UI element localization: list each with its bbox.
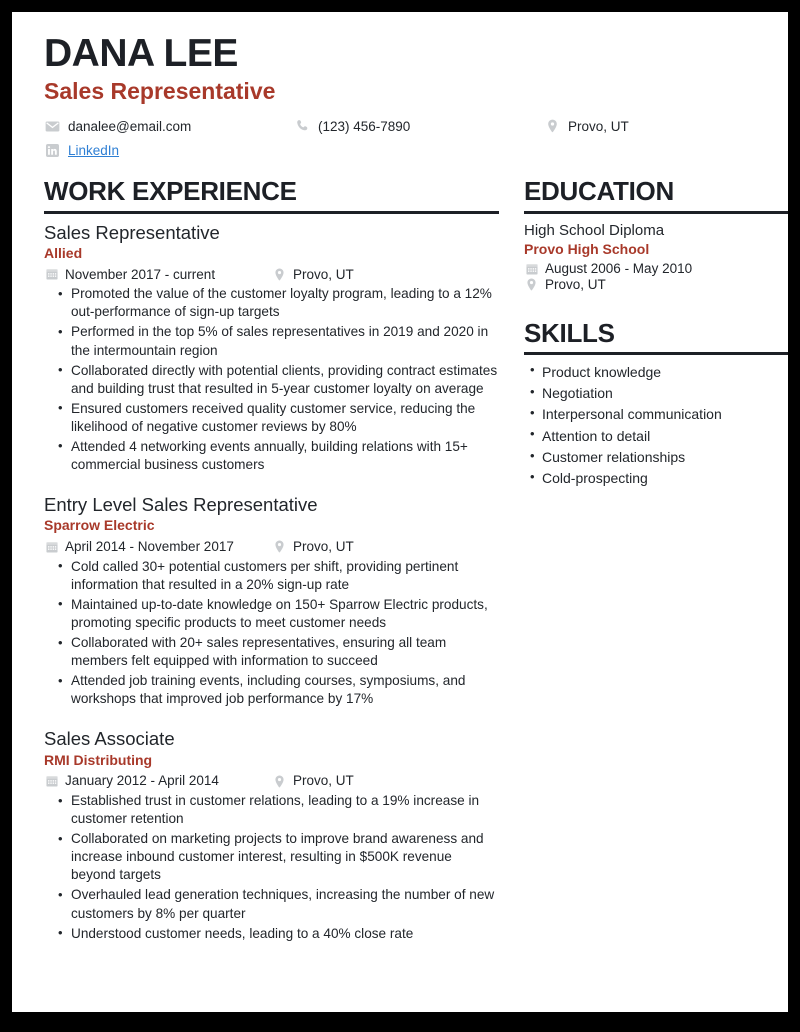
map-pin-icon [524,278,539,292]
contact-phone[interactable] [294,119,544,133]
education-entry [524,221,788,292]
bullet-item: • Attended 4 networking events annually, building relations with 15+ commercial business customers [71,438,499,474]
work-entry-location-wrap [272,774,354,788]
contact-linkedin-link[interactable]: LinkedIn [68,142,120,158]
work-entry-location: Provo, UT [293,539,354,554]
bullet-item: • Collaborated with 20+ sales representatives, ensuring all team members felt equipped with information to succeed [71,634,499,670]
section-heading-skills: SKILLS [524,320,788,355]
bullet-item: • Established trust in customer relations, leading to a 19% increase in customer retention [71,792,499,828]
work-entry-meta [44,538,499,556]
resume-page [12,12,788,1012]
contact-email-text: danalee@email.com [68,118,192,134]
column-gap [499,178,524,944]
bullet-item: • Performed in the top 5% of sales representatives in 2019 and 2020 in the intermountain region [71,323,499,359]
education-dates-row [524,262,788,276]
work-entry-dates-wrap [44,774,272,788]
education-location-wrap [524,278,788,292]
contact-phone-text: (123) 456-7890 [318,118,411,134]
map-pin-icon [272,774,287,788]
section-heading-education: EDUCATION [524,178,788,213]
contact-location [544,119,764,133]
work-entry-title: Sales Representative [44,221,220,243]
education-degree: High School Diploma [524,221,665,239]
work-entry [44,222,499,474]
work-entry-title: Entry Level Sales Representative [44,494,318,516]
phone-icon [294,119,311,133]
work-entry-bullets [44,792,499,943]
skill-item: • Negotiation [542,383,788,403]
work-entry-organization: Sparrow Electric [44,517,155,534]
skill-item: • Cold-prospecting [542,468,788,488]
left-column [34,178,499,944]
skill-item: • Attention to detail [542,426,788,446]
education-dates: August 2006 - May 2010 [545,260,693,276]
work-entry-location-wrap [272,540,354,554]
education-location-row [524,278,788,292]
work-entry-meta [44,265,499,283]
calendar-icon [524,262,539,276]
map-pin-icon [544,119,561,133]
education-school: Provo High School [524,241,650,258]
envelope-icon [44,119,61,133]
education-dates-wrap [524,262,788,276]
skill-item: • Product knowledge [542,362,788,382]
work-entry-bullets [44,558,499,709]
candidate-job-title: Sales Representative [44,78,276,104]
skills-list [524,362,788,489]
work-entry-location: Provo, UT [293,773,354,789]
education-location: Provo, UT [545,276,606,292]
calendar-icon [44,267,59,281]
work-entry-location: Provo, UT [293,266,354,282]
map-pin-icon [272,267,287,281]
contact-linkedin[interactable] [44,143,294,157]
calendar-icon [44,540,59,554]
bullet-item: • Attended job training events, including courses, symposiums, and workshops that improved job performance by 17% [71,672,499,708]
bullet-item: • Collaborated on marketing projects to improve brand awareness and increase inbound customer interest, resulting in $500K revenue beyond targets [71,830,499,884]
contact-row-primary [44,116,766,136]
work-entry [44,728,499,942]
bullet-item: • Maintained up-to-date knowledge on 150+ Sparrow Electric products, promoting specific products to meet customer needs [71,596,499,632]
work-entry-location-wrap [272,267,354,281]
work-entry-organization: Allied [44,244,83,261]
candidate-name: DANA LEE [44,32,238,75]
linkedin-icon [44,143,61,157]
resume-body [34,178,766,944]
work-entry-meta [44,772,499,790]
bullet-item: • Cold called 30+ potential customers per shift, providing pertinent information that resulted in a 20% sign-up rate [71,558,499,594]
work-entry-dates-wrap [44,267,272,281]
skill-item: • Customer relationships [542,447,788,467]
bullet-item: • Promoted the value of the customer loyalty program, leading to a 12% out-performance of sign-up targets [71,285,499,321]
work-entry-bullets [44,285,499,474]
section-heading-work-experience: WORK EXPERIENCE [44,178,499,213]
work-entry-organization: RMI Distributing [44,751,153,768]
bullet-item: • Overhauled lead generation techniques, increasing the number of new customers by 8% per quarter [71,886,499,922]
resume-header [34,34,766,160]
skill-item: • Interpersonal communication [542,404,788,424]
bullet-item: • Understood customer needs, leading to a 40% close rate [71,925,499,943]
calendar-icon [44,774,59,788]
right-column [524,178,788,944]
bullet-item: • Collaborated directly with potential clients, providing contract estimates and building trust that resulted in 5-year customer loyalty on average [71,362,499,398]
contact-row-secondary [44,140,766,160]
map-pin-icon [272,540,287,554]
work-entry-dates: November 2017 - current [65,266,216,282]
work-entry-dates: April 2014 - November 2017 [65,539,234,554]
education-meta [524,262,788,292]
contact-email[interactable] [44,119,294,133]
contact-location-text: Provo, UT [568,118,629,134]
work-entry-dates: January 2012 - April 2014 [65,773,219,789]
bullet-item: • Ensured customers received quality customer service, reducing the likelihood of negative customer reviews by 80% [71,400,499,436]
work-entry-title: Sales Associate [44,728,175,750]
work-entry [44,494,499,708]
work-entry-dates-wrap [44,540,272,554]
